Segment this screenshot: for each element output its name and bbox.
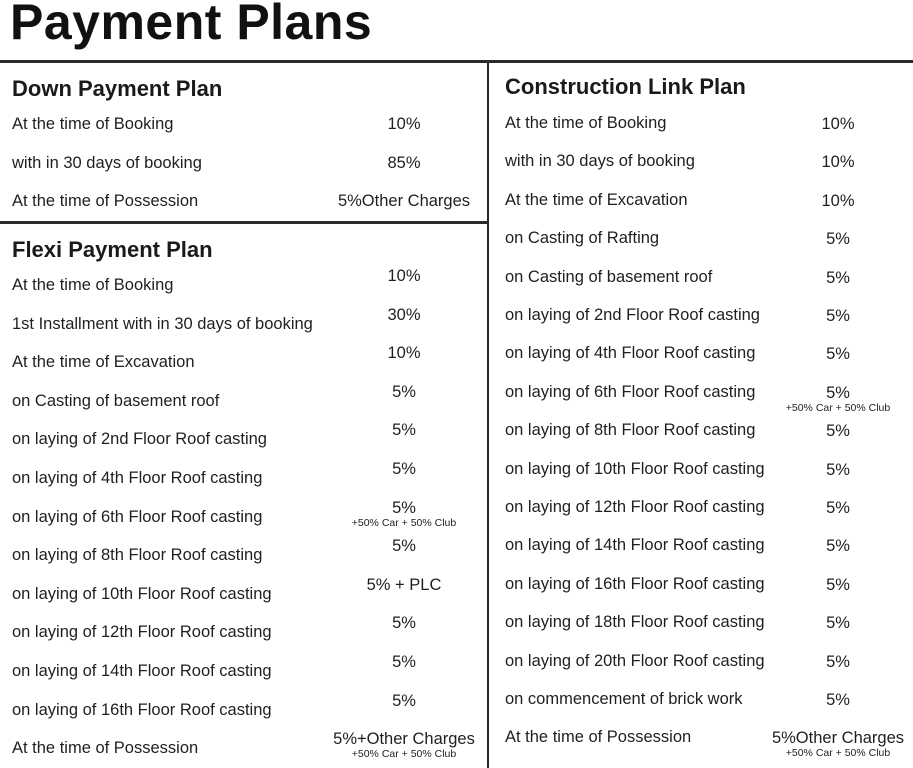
row-label: on laying of 12th Floor Roof casting	[505, 498, 765, 516]
row-label: At the time of Booking	[12, 115, 174, 133]
row-value: 5%	[392, 691, 416, 710]
row-value: 5%+Other Charges	[333, 730, 475, 749]
row-label: At the time of Possession	[12, 739, 199, 758]
row-label: At the time of Possession	[505, 728, 692, 747]
row-label: on laying of 6th Floor Roof casting	[12, 507, 263, 526]
row-label: on laying of 20th Floor Roof casting	[505, 651, 765, 670]
row-label: on laying of 6th Floor Roof casting	[505, 382, 756, 401]
row-value: 30%	[387, 305, 421, 324]
row-value: 5%	[826, 691, 850, 709]
row-label: At the time of Excavation	[505, 190, 688, 209]
row-value: 5%Other Charges	[771, 729, 905, 748]
column-divider	[487, 60, 489, 768]
row-label: on laying of 2nd Floor Roof casting	[505, 306, 760, 324]
row-label: on laying of 2nd Floor Roof casting	[12, 430, 267, 449]
row-label: on laying of 16th Floor Roof casting	[12, 700, 272, 719]
page-title: Payment Plans	[10, 0, 373, 50]
row-label: with in 30 days of booking	[12, 153, 202, 172]
row-value: 5%	[392, 614, 416, 633]
row-value: 5%Other Charges	[337, 192, 471, 210]
row-label: on laying of 14th Floor Roof casting	[12, 662, 272, 680]
row-value: 5%	[392, 498, 416, 517]
row-value: 5%	[826, 537, 850, 556]
row-value: 10%	[821, 191, 855, 210]
row-value: 5% + PLC	[366, 575, 442, 594]
row-label: on Casting of Rafting	[505, 229, 660, 248]
row-value: 5%	[392, 382, 416, 401]
title-divider	[0, 60, 913, 63]
row-value: 5%	[826, 345, 850, 364]
row-note: +50% Car + 50% Club	[351, 748, 457, 761]
row-note: +50% Car + 50% Club	[351, 516, 457, 529]
row-value: 5%	[392, 653, 416, 671]
row-label: on laying of 18th Floor Roof casting	[505, 613, 765, 632]
row-label: on Casting of basement roof	[505, 267, 713, 286]
row-value: 5%	[826, 499, 850, 517]
construction-link-heading: Construction Link Plan	[505, 74, 746, 99]
row-value: 5%	[826, 614, 850, 633]
row-label: on Casting of basement roof	[12, 391, 220, 410]
row-label: At the time of Excavation	[12, 353, 195, 372]
row-label: with in 30 days of booking	[505, 152, 695, 171]
row-label: on laying of 4th Floor Roof casting	[505, 344, 756, 363]
row-label: At the time of Booking	[12, 276, 174, 294]
row-value: 5%	[826, 268, 850, 287]
row-label: At the time of Possession	[12, 192, 199, 210]
row-label: on commencement of brick work	[505, 690, 743, 708]
down-payment-heading: Down Payment Plan	[12, 76, 223, 101]
row-label: 1st Installment with in 30 days of booking	[12, 314, 313, 333]
row-value: 10%	[821, 115, 855, 133]
row-value: 10%	[387, 115, 421, 133]
row-label: on laying of 4th Floor Roof casting	[12, 469, 263, 487]
row-value: 10%	[387, 344, 421, 363]
row-value: 5%	[392, 421, 416, 440]
section-divider	[0, 221, 488, 224]
row-value: 5%	[392, 460, 416, 478]
row-label: on laying of 16th Floor Roof casting	[505, 574, 765, 593]
row-label: on laying of 10th Floor Roof casting	[12, 584, 272, 603]
row-value: 5%	[826, 460, 850, 479]
row-value: 5%	[826, 307, 850, 325]
row-value: 5%	[826, 230, 850, 249]
row-label: At the time of Booking	[505, 114, 667, 132]
row-value: 5%	[826, 652, 850, 671]
row-label: on laying of 12th Floor Roof casting	[12, 623, 272, 642]
row-label: on laying of 8th Floor Roof casting	[505, 421, 756, 440]
row-value: 10%	[387, 267, 421, 285]
row-label: on laying of 8th Floor Roof casting	[12, 546, 263, 565]
row-value: 5%	[826, 575, 850, 594]
row-note: +50% Car + 50% Club	[785, 401, 891, 414]
row-value: 85%	[387, 153, 421, 172]
row-value: 5%	[826, 422, 850, 441]
row-label: on laying of 10th Floor Roof casting	[505, 459, 765, 478]
row-value: 5%	[392, 537, 416, 556]
row-note: +50% Car + 50% Club	[785, 747, 891, 760]
row-value: 5%	[826, 383, 850, 402]
row-value: 10%	[821, 153, 855, 172]
row-label: on laying of 14th Floor Roof casting	[505, 536, 765, 555]
flexi-payment-heading: Flexi Payment Plan	[12, 237, 213, 262]
